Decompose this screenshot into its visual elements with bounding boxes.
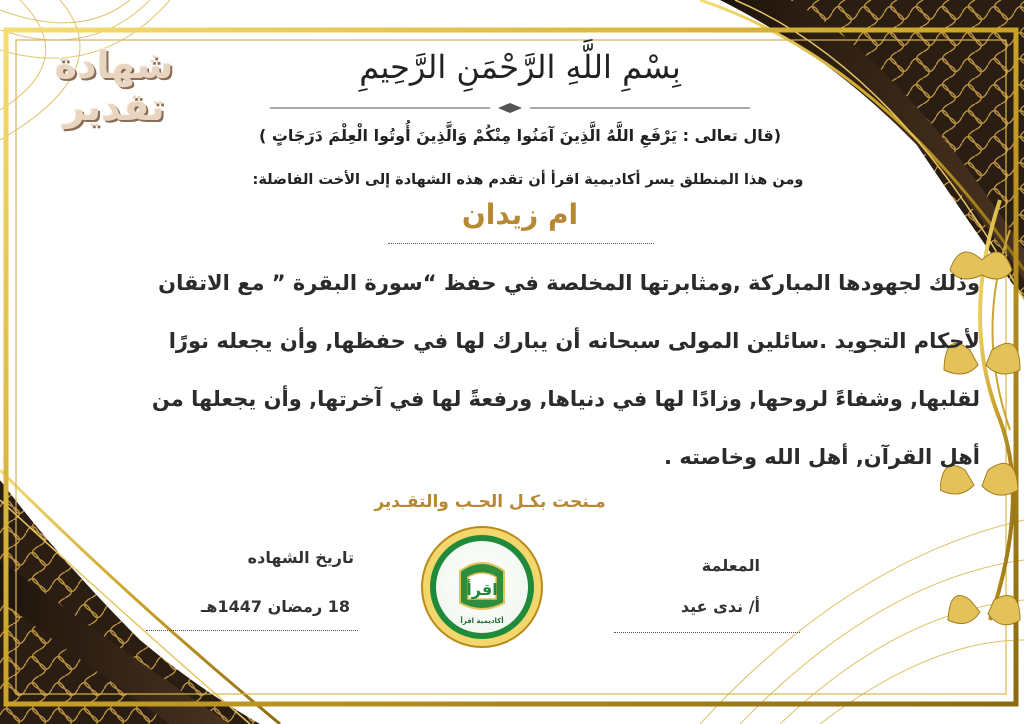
basmala-divider: [270, 103, 750, 113]
date-signature-line: [146, 630, 358, 631]
recipient-underline: [388, 243, 654, 244]
academy-seal-icon: [420, 525, 544, 649]
certificate-title: شهادة تقدير: [54, 43, 174, 129]
teacher-label: المعلمة: [701, 556, 760, 575]
svg-text:اقرأ: اقرأ: [466, 580, 498, 599]
body-line: أهل القرآن, أهل الله وخاصته .: [664, 445, 980, 469]
gift-line: مـنحت بكـل الحـب والتقـدير: [374, 492, 606, 512]
body-line: لقلبها, وشفاءً لروحها, وزادًا لها في دنياها, ورفعةً لها في آخرتها, وأن يجعلها من: [151, 387, 980, 411]
basmala: بِسْمِ اللَّهِ الرَّحْمَنِ الرَّحِيمِ: [359, 48, 681, 86]
teacher-signature-line: [614, 632, 800, 633]
recipient-name: ام زيدان: [461, 198, 579, 231]
seal-caption: أكاديمية اقرأ: [460, 617, 504, 625]
body-line: لأحكام التجويد .سائلين المولى سبحانه أن يبارك لها في حفظها, وأن يجعله نورًا: [168, 329, 980, 353]
teacher-value: أ/ ندى عيد: [680, 597, 760, 616]
date-value: 18 رمضان 1447هـ: [200, 597, 350, 616]
date-label: تاريخ الشهاده: [247, 548, 354, 567]
body-line: وذلك لجهودها المباركة ,ومثابرتها المخلصة في حفظ “سورة البقرة ” مع الاتقان: [158, 271, 980, 295]
intro-text: ومن هذا المنطلق يسر أكاديمية اقرأ أن تقدم هذه الشهادة إلى الأخت الفاضلة:: [252, 172, 804, 188]
quran-verse: (قال تعالى : يَرْفَعِ اللَّهُ الَّذِينَ آمَنُوا مِنْكُمْ وَالَّذِينَ أُوتُوا الْعِلْمَ دَرَجَاتٍ ): [258, 126, 782, 145]
certificate-body: [151, 254, 980, 486]
